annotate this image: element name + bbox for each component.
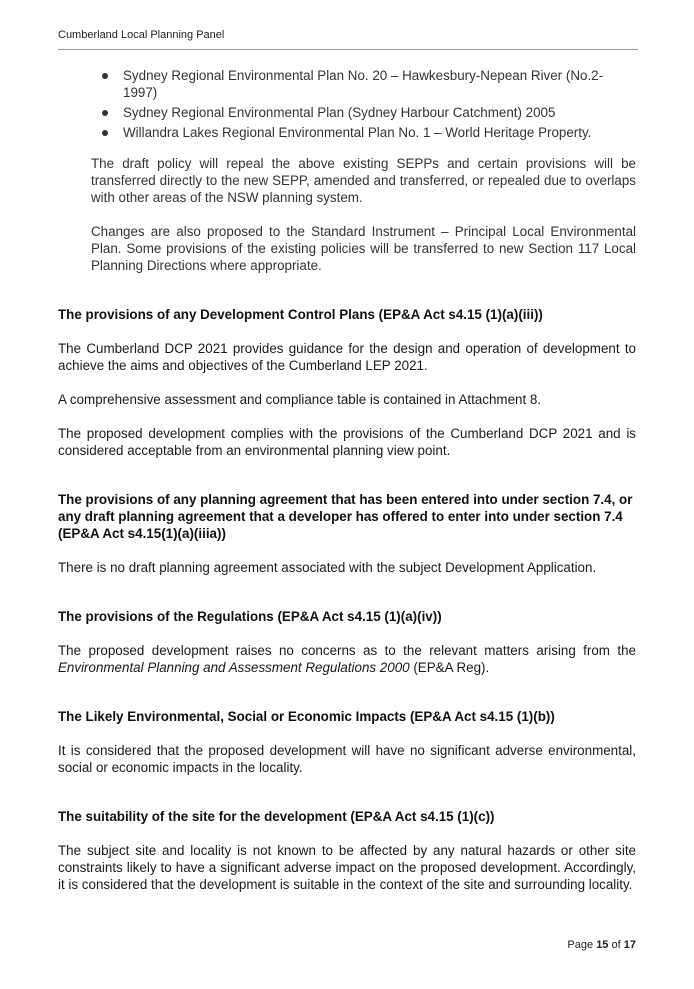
suitability-heading: The suitability of the site for the development (EP&A Act s4.15 (1)(c))	[58, 809, 495, 824]
dcp-paragraph-1: The Cumberland DCP 2021 provides guidance for the design and operation of development to achieve the aims and objectives of the Cumberland LEP 2021.	[58, 341, 636, 373]
regulation-title: Environmental Planning and Assessment Regulations 2000	[58, 660, 410, 675]
bullet-icon	[102, 130, 108, 136]
standard-instrument-paragraph: Changes are also proposed to the Standard Instrument – Principal Local Environmental Plan. Some provisions of the existing policies will be transferred to new Section 117 Local Planning Directions where appropriate.	[91, 224, 636, 273]
sepp-bullet-list	[58, 67, 636, 141]
repeal-paragraph: The draft policy will repeal the above existing SEPPs and certain provisions will be transferred directly to the new SEPP, amended and transferred, or repealed due to overlaps with other areas of the NSW planning system.	[91, 156, 636, 205]
bullet-icon	[102, 110, 108, 116]
dcp-paragraph-3: The proposed development complies with the provisions of the Cumberland DCP 2021 and is considered acceptable from an environmental planning view point.	[58, 426, 636, 458]
regulations-paragraph: The proposed development raises no concerns as to the relevant matters arising from the Environmental Planning and Assessment Regulations 2000 (EP&A Reg).	[58, 643, 636, 675]
planning-agreement-paragraph: There is no draft planning agreement associated with the subject Development Application.	[58, 560, 597, 575]
list-item: Sydney Regional Environmental Plan No. 20 – Hawkesbury-Nepean River (No.2-1997)	[58, 67, 636, 101]
dcp-heading: The provisions of any Development Control Plans (EP&A Act s4.15 (1)(a)(iii))	[58, 307, 543, 322]
bullet-icon	[102, 73, 108, 79]
document-body	[58, 67, 636, 910]
header-divider	[58, 49, 638, 50]
impacts-heading: The Likely Environmental, Social or Economic Impacts (EP&A Act s4.15 (1)(b))	[58, 709, 555, 724]
regulations-heading: The provisions of the Regulations (EP&A Act s4.15 (1)(a)(iv))	[58, 609, 442, 624]
dcp-paragraph-2: A comprehensive assessment and compliance table is contained in Attachment 8.	[58, 392, 542, 407]
page-number: Page 15 of 17	[567, 939, 636, 951]
planning-agreement-heading: The provisions of any planning agreement that has been entered into under section 7.4, or any draft planning agreement that a developer has offered to enter into under section 7.4 (EP&A Act s4.15(1)(a)(iiia))	[58, 492, 633, 541]
suitability-paragraph: The subject site and locality is not known to be affected by any natural hazards or other site constraints likely to have a significant adverse impact on the proposed development. Accordingly, it is considered that the development is suitable in the context of the site and surrounding locality.	[58, 843, 636, 892]
list-item: Willandra Lakes Regional Environmental Plan No. 1 – World Heritage Property.	[58, 124, 636, 141]
page-header: Cumberland Local Planning Panel	[58, 29, 225, 41]
impacts-paragraph: It is considered that the proposed development will have no significant adverse environmental, social or economic impacts in the locality.	[58, 743, 636, 775]
list-item: Sydney Regional Environmental Plan (Sydney Harbour Catchment) 2005	[58, 104, 636, 121]
